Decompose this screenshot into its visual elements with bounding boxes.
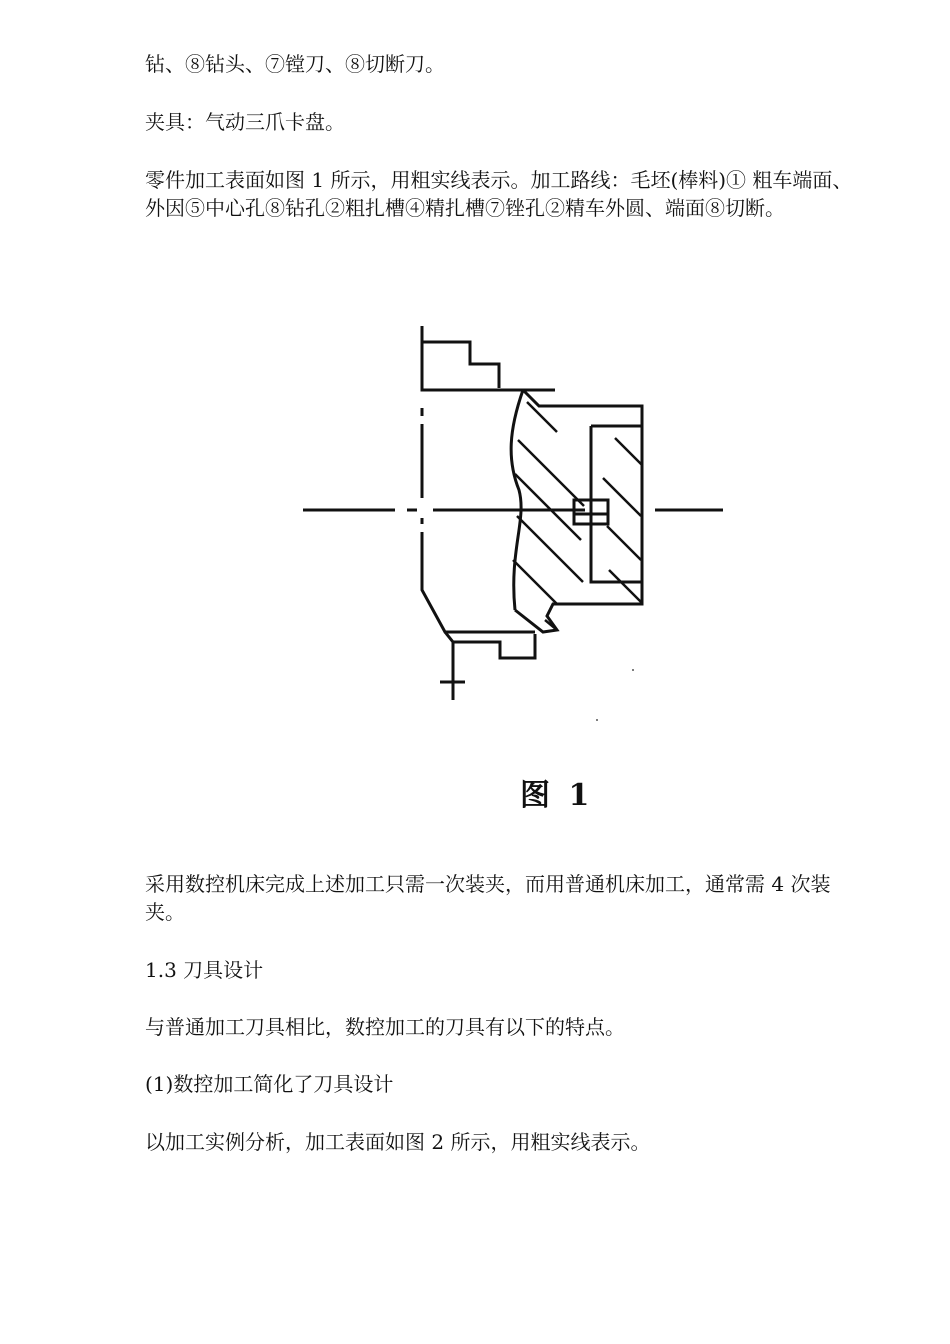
figure-1-part-drawing — [295, 320, 735, 730]
speck-2 — [596, 719, 598, 721]
figure-caption: 图 1 — [520, 778, 594, 813]
paragraph-point-1: (1)数控加工简化了刀具设计 — [145, 1072, 394, 1096]
section-hatching — [513, 402, 642, 630]
paragraph-tools: 钻、⑧钻头、⑦镗刀、⑧切断刀。 — [145, 52, 445, 76]
paragraph-machining-route: 零件加工表面如图 1 所示，用粗实线表示。加工路线：毛坯(棒料)① 粗车端面、外因⑤中心孔⑧钻孔②粗扎槽④精扎槽⑦锉孔②精车外圆、端面⑧切断。 — [145, 168, 853, 220]
paragraph-example: 以加工实例分析，加工表面如图 2 所示，用粗实线表示。 — [145, 1130, 651, 1154]
workpiece-left-profile — [511, 390, 523, 610]
chuck-top-contour — [422, 326, 555, 390]
chuck-top-steps — [422, 342, 499, 388]
part-cross-section-diagram — [295, 320, 735, 730]
paragraph-clamping: 采用数控机床完成上述加工只需一次装夹，而用普通机床加工，通常需 4 次装夹。 — [145, 872, 831, 924]
chuck-bottom-step-a — [445, 632, 453, 700]
paragraph-fixture: 夹具：气动三爪卡盘。 — [145, 110, 345, 134]
speck-1 — [632, 669, 634, 671]
section-heading-tool-design: 1.3 刀具设计 — [145, 958, 264, 982]
paragraph-tool-features: 与普通加工刀具相比，数控加工的刀具有以下的特点。 — [145, 1015, 625, 1039]
chuck-bottom-step-b — [453, 634, 535, 658]
bore-contour — [591, 426, 642, 582]
